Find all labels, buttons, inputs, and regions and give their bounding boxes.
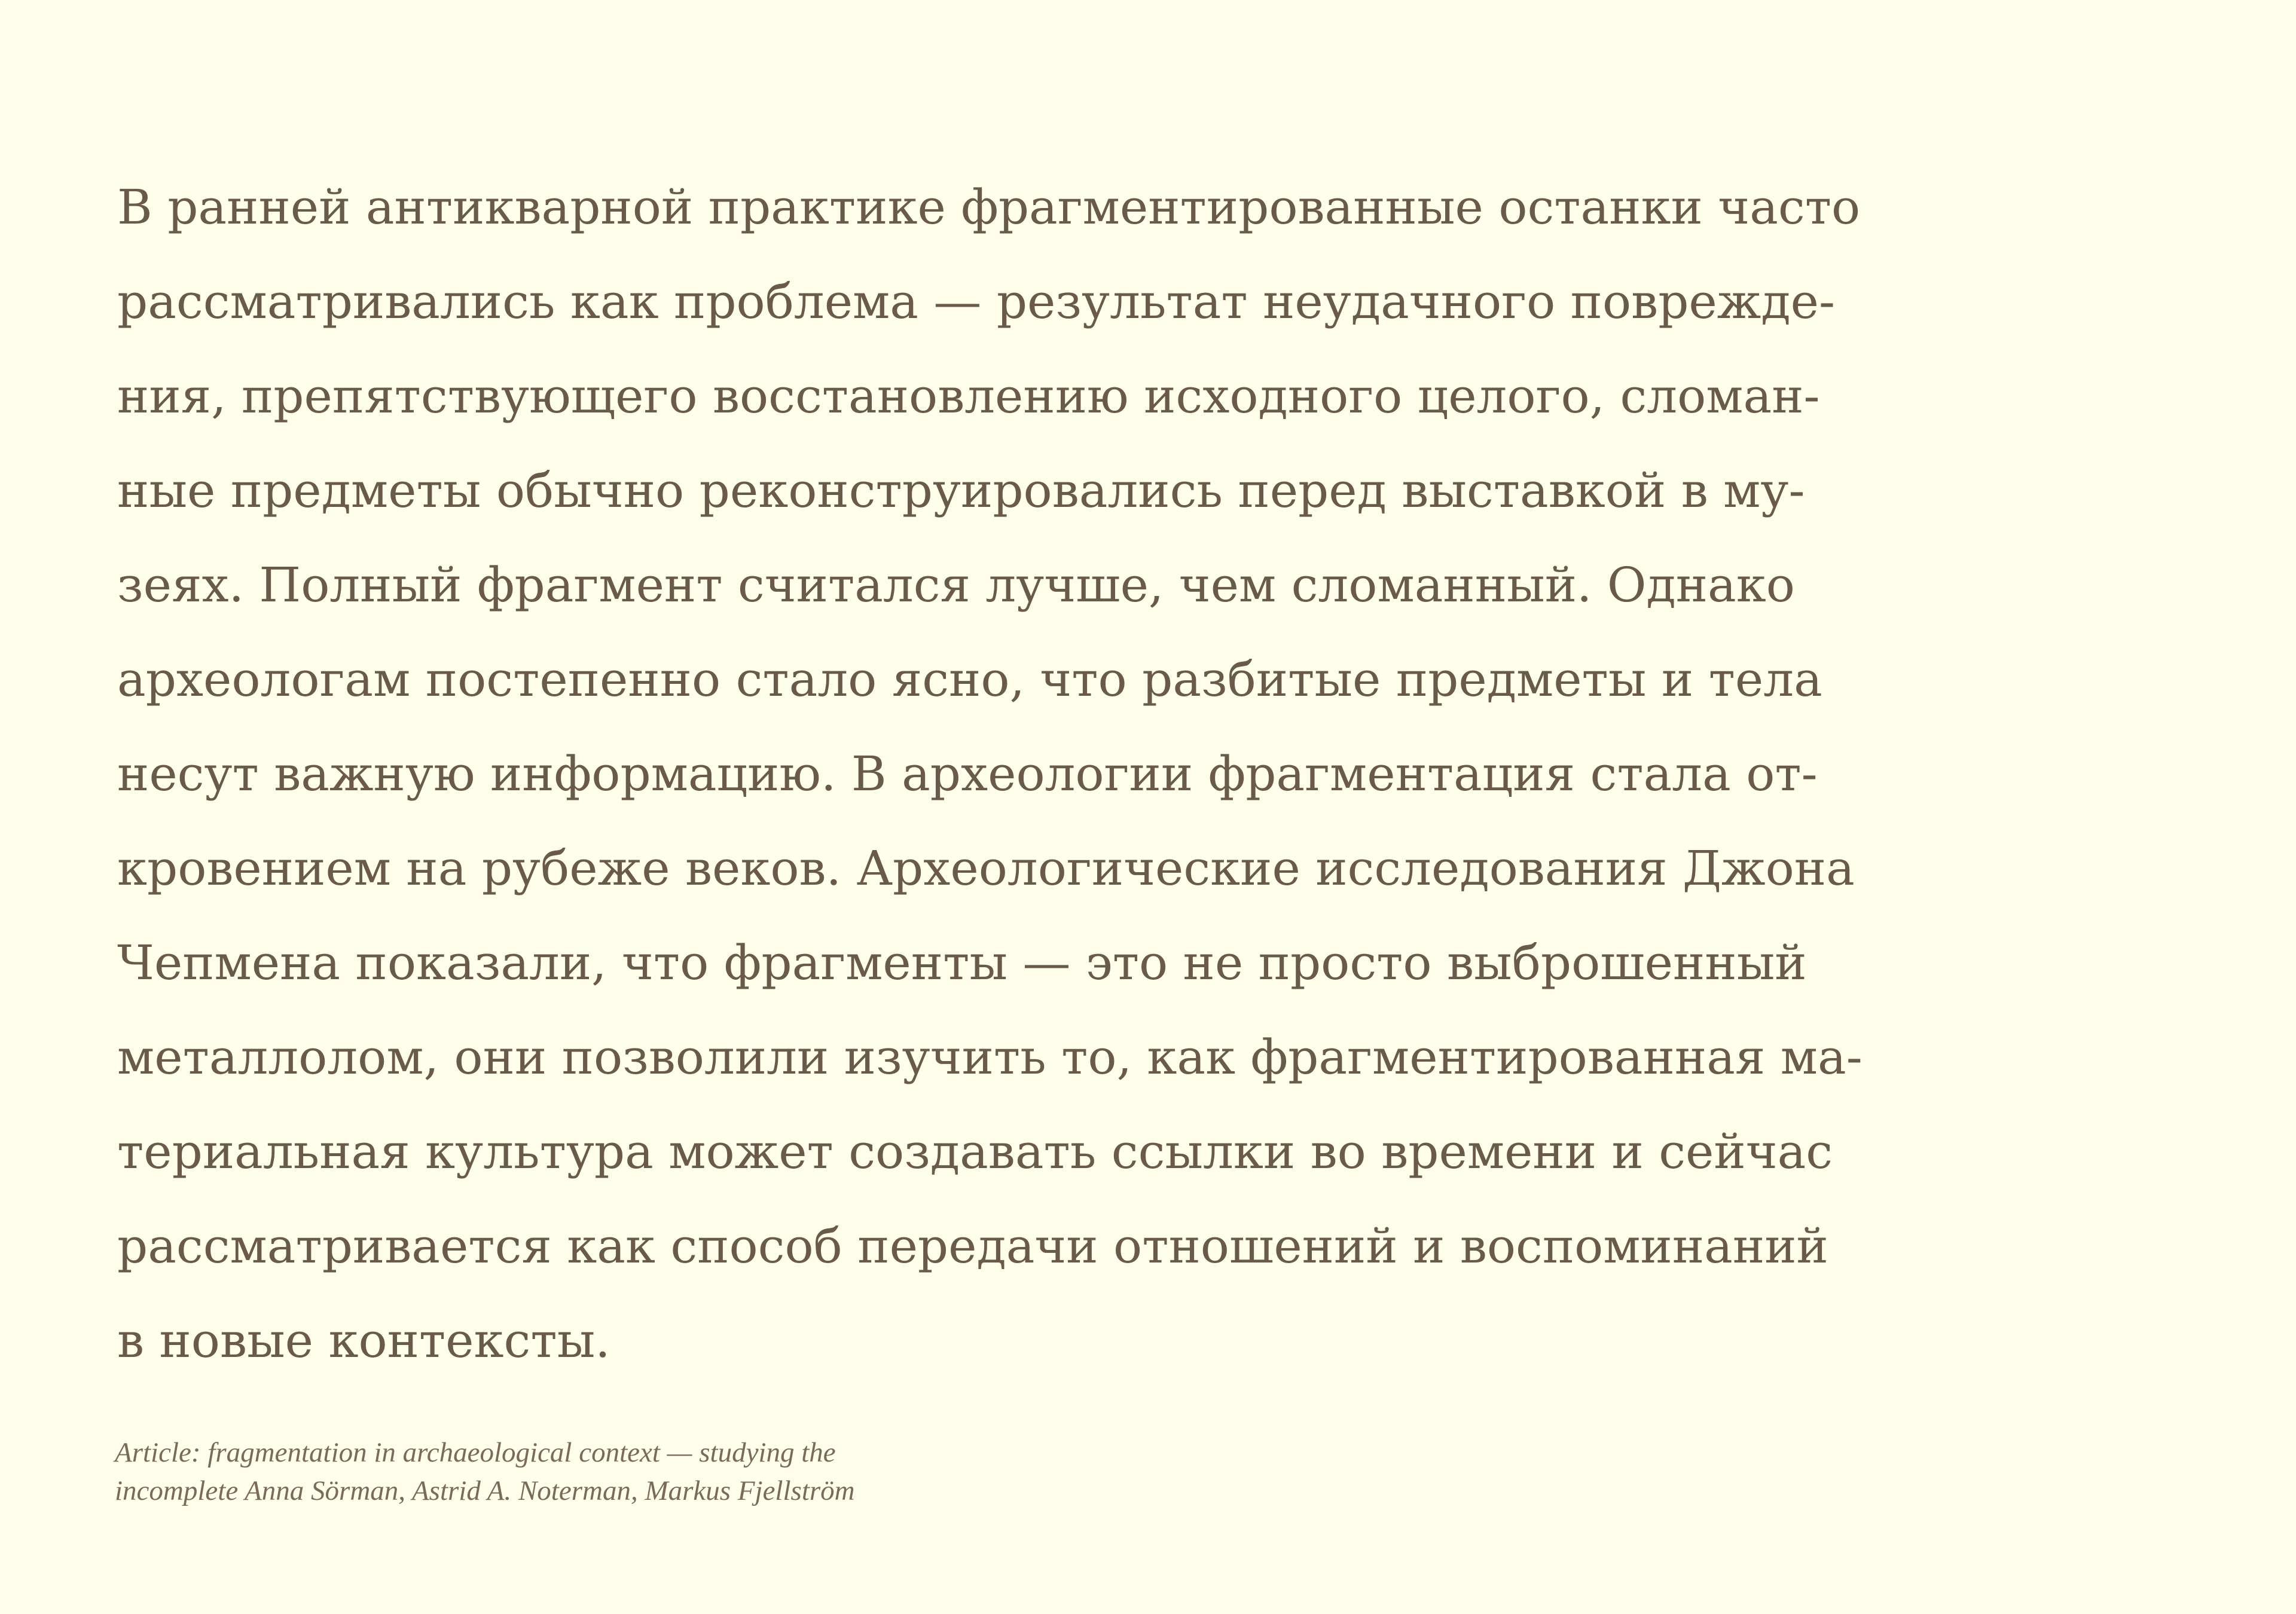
- paragraph-line: Чепмена показали, что фрагменты — это не просто выброшенный: [117, 935, 1807, 991]
- paragraph-line: несут важную информацию. В археологии фрагментация стала от-: [117, 746, 1818, 802]
- paragraph-line: В ранней антикварной практике фрагментированные останки часто: [117, 179, 1861, 235]
- paragraph-line: ные предметы обычно реконструировались перед выставкой в му-: [117, 463, 1805, 518]
- source-caption: [115, 1433, 1311, 1510]
- paragraph-line: рассматривается как способ передачи отношений и воспоминаний: [117, 1218, 1828, 1274]
- paragraph-line: металлолом, они позволили изучить то, как фрагментированная ма-: [117, 1029, 1863, 1085]
- paragraph-line: рассматривались как проблема — результат неудачного поврежде-: [117, 274, 1835, 329]
- paragraph-line: териальная культура может создавать ссылки во времени и сейчас: [117, 1124, 1833, 1179]
- caption-line: incomplete Anna Sörman, Astrid A. Noterman, Markus Fjellström: [115, 1475, 855, 1506]
- paragraph-line: кровением на рубеже веков. Археологические исследования Джона: [117, 840, 1855, 896]
- paragraph-line: в новые контексты.: [117, 1313, 610, 1368]
- paragraph-line: ния, препятствующего восстановлению исходного целого, сломан-: [117, 368, 1820, 424]
- paragraph-line: зеях. Полный фрагмент считался лучше, чем сломанный. Однако: [117, 557, 1795, 613]
- caption-line: Article: fragmentation in archaeological context — studying the: [115, 1437, 836, 1468]
- paragraph-line: археологам постепенно стало ясно, что разбитые предметы и тела: [117, 652, 1822, 707]
- article-paragraph: [117, 160, 2150, 1388]
